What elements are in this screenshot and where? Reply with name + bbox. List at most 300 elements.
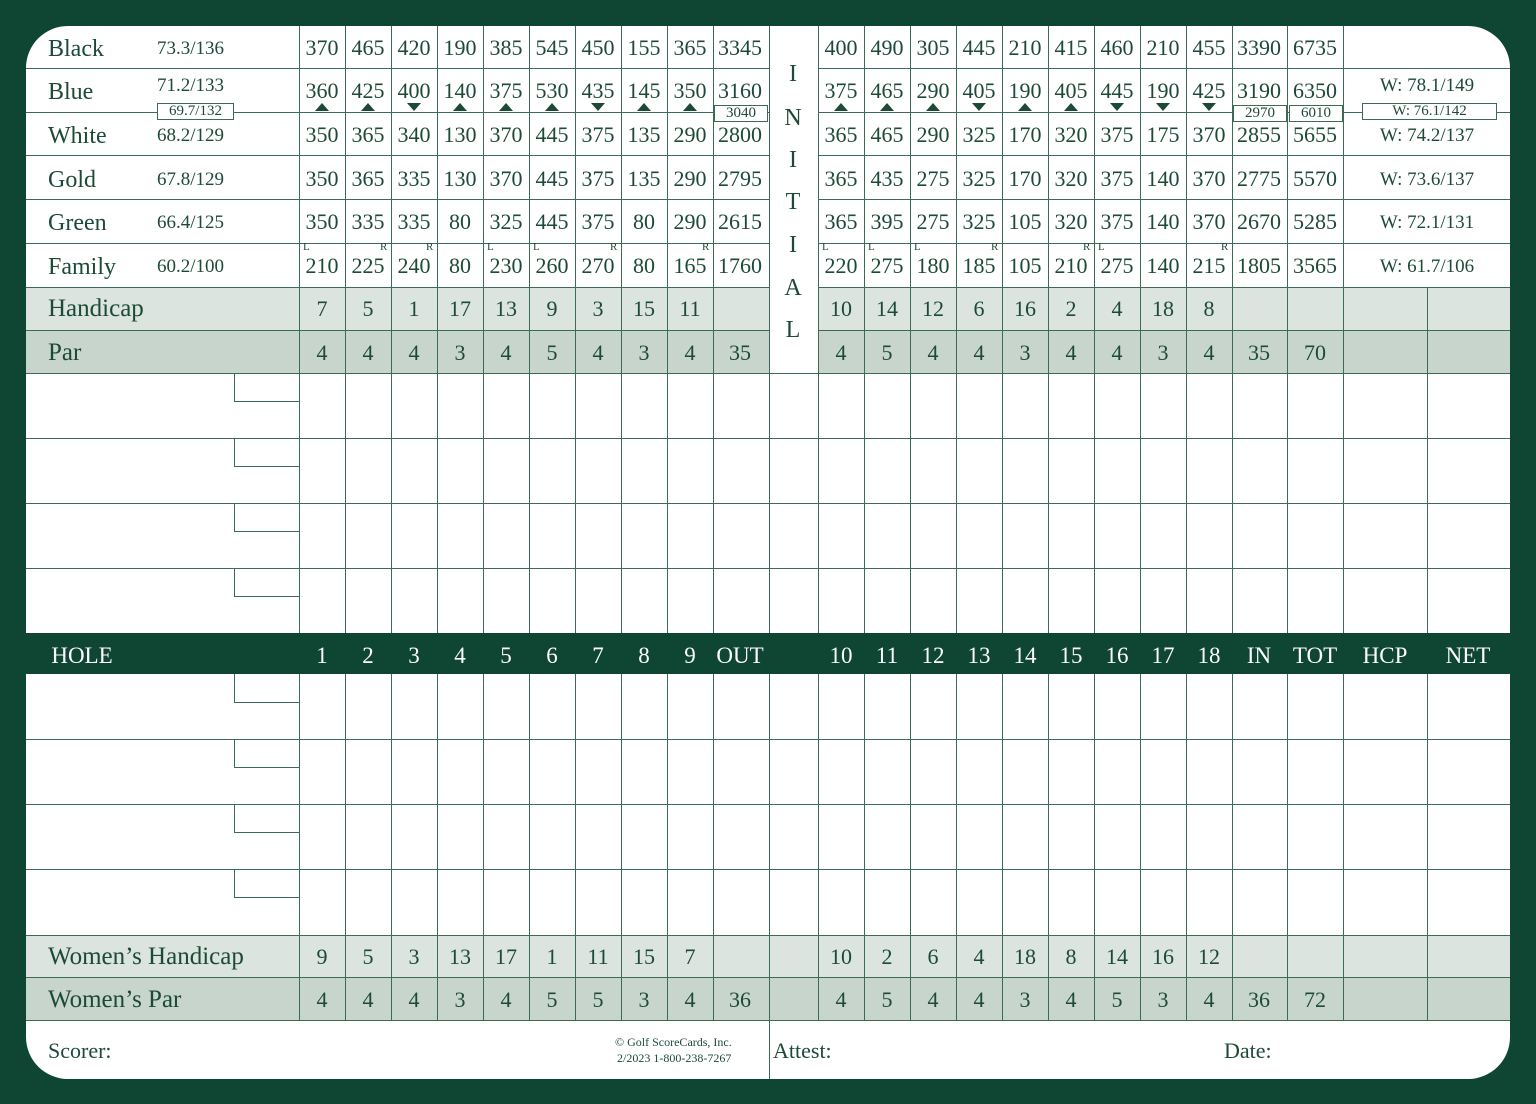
tee-up-marker-icon xyxy=(1064,103,1078,111)
scorecard xyxy=(26,26,1510,1079)
yardage-cell: 405 xyxy=(1054,78,1088,103)
yardage-cell: 395 xyxy=(870,209,904,234)
par-cell: 4 xyxy=(592,340,604,365)
combo-womens-box: W: 76.1/142 xyxy=(1362,103,1497,120)
yardage-cell: 165 xyxy=(673,253,707,278)
handicap-cell: 4 xyxy=(1111,296,1123,321)
yardage-cell: 130 xyxy=(443,122,477,147)
par-cell: 4 xyxy=(835,340,847,365)
par-cell: 3 xyxy=(454,340,466,365)
hole-number: 11 xyxy=(875,643,899,668)
womens_handicap-cell: 6 xyxy=(927,944,939,969)
yardage-cell: 290 xyxy=(673,209,707,234)
handicap-cell: 8 xyxy=(1203,296,1215,321)
handicap-cell: 14 xyxy=(876,296,898,321)
hole-number: 2 xyxy=(362,643,374,668)
date-field[interactable] xyxy=(1285,1022,1475,1076)
yardage-total: 6350 xyxy=(1293,78,1337,103)
tee-up-marker-icon xyxy=(361,103,375,111)
yardage-cell: 290 xyxy=(916,122,950,147)
yardage-cell: 460 xyxy=(1100,35,1134,60)
yardage-in-total: 2855 xyxy=(1237,122,1281,147)
par-cell: 4 xyxy=(316,340,328,365)
attest-field[interactable] xyxy=(845,1022,1215,1076)
tee-up-marker-icon xyxy=(315,103,329,111)
yardage-cell: 320 xyxy=(1054,122,1088,147)
tee-up-marker-icon xyxy=(1018,103,1032,111)
par-cell: 4 xyxy=(362,340,374,365)
score-entry-row[interactable] xyxy=(299,804,1510,869)
yardage-total: 5655 xyxy=(1293,122,1337,147)
initial-letter: I xyxy=(789,232,797,258)
tee-name-black: Black xyxy=(48,36,104,62)
hole-number: 8 xyxy=(638,643,650,668)
womens_par-cell: 4 xyxy=(927,987,939,1012)
womens_handicap-cell: 2 xyxy=(881,944,893,969)
womens_handicap-cell: 5 xyxy=(362,944,374,969)
combo-tot-box: 6010 xyxy=(1289,105,1343,122)
yardage-cell: 335 xyxy=(351,209,385,234)
handicap-cell: 16 xyxy=(1014,296,1036,321)
yardage-cell: 190 xyxy=(1008,78,1042,103)
womens_handicap-cell: 12 xyxy=(1198,944,1220,969)
par-cell: 3 xyxy=(1019,340,1031,365)
yardage-cell: 335 xyxy=(397,166,431,191)
par-label: Par xyxy=(48,339,82,366)
yardage-cell: 305 xyxy=(916,35,950,60)
family-tee-side-mark: R xyxy=(610,241,618,253)
par-cell: 4 xyxy=(1065,340,1077,365)
par-cell: 4 xyxy=(1203,340,1215,365)
womens_par-cell: 3 xyxy=(1019,987,1031,1012)
family-tee-side-mark: L xyxy=(303,241,310,253)
womens_par-cell: 4 xyxy=(1203,987,1215,1012)
womens_handicap-cell: 18 xyxy=(1014,944,1036,969)
par-cell: 4 xyxy=(973,340,985,365)
yardage-cell: 420 xyxy=(397,35,431,60)
initial-letter: N xyxy=(784,105,802,131)
par-cell: 3 xyxy=(1157,340,1169,365)
yardage-in-total: 3190 xyxy=(1237,78,1281,103)
yardage-cell: 545 xyxy=(535,35,569,60)
yardage-cell: 230 xyxy=(489,253,523,278)
initial-letter: T xyxy=(785,189,801,215)
womens_par-cell: 5 xyxy=(592,987,604,1012)
tee-up-marker-icon xyxy=(545,103,559,111)
yardage-cell: 320 xyxy=(1054,209,1088,234)
tee-up-marker-icon xyxy=(926,103,940,111)
yardage-cell: 210 xyxy=(305,253,339,278)
tee-up-marker-icon xyxy=(499,103,513,111)
player-name-box[interactable] xyxy=(234,568,300,597)
handicap-cell: 6 xyxy=(973,296,985,321)
yardage-cell: 400 xyxy=(824,35,858,60)
handicap-cell: 18 xyxy=(1152,296,1174,321)
womens_par-cell: 4 xyxy=(316,987,328,1012)
yardage-cell: 370 xyxy=(489,122,523,147)
yardage-cell: 405 xyxy=(962,78,996,103)
handicap-cell: 17 xyxy=(449,296,471,321)
tee-rating: 73.3/136 xyxy=(157,38,225,59)
score-entry-row[interactable] xyxy=(299,674,1510,739)
hole-net-label: NET xyxy=(1445,643,1491,668)
player-name-box[interactable] xyxy=(234,674,300,703)
yardage-cell: 190 xyxy=(443,35,477,60)
yardage-cell: 365 xyxy=(824,209,858,234)
handicap-cell: 9 xyxy=(546,296,558,321)
tee-down-marker-icon xyxy=(407,103,421,111)
score-entry-row[interactable] xyxy=(299,373,1510,438)
womens_handicap-cell: 9 xyxy=(316,944,328,969)
yardage-out-total: 2800 xyxy=(718,122,762,147)
score-entry-row[interactable] xyxy=(299,438,1510,503)
hole-number: 12 xyxy=(921,643,945,668)
yardage-cell: 80 xyxy=(449,209,471,234)
womens-rating: W: 73.6/137 xyxy=(1379,169,1475,190)
womens_par-cell: 4 xyxy=(408,987,420,1012)
yardage-cell: 180 xyxy=(916,253,950,278)
yardage-cell: 175 xyxy=(1146,122,1180,147)
par-cell: 5 xyxy=(881,340,893,365)
family-tee-side-mark: R xyxy=(1221,241,1229,253)
yardage-cell: 435 xyxy=(870,166,904,191)
par-tot: 70 xyxy=(1304,340,1326,365)
family-tee-side-mark: L xyxy=(822,241,829,253)
yardage-cell: 375 xyxy=(489,78,523,103)
yardage-cell: 260 xyxy=(535,253,569,278)
tee-name-green: Green xyxy=(48,210,107,236)
yardage-cell: 490 xyxy=(870,35,904,60)
yardage-cell: 135 xyxy=(627,166,661,191)
tee-down-marker-icon xyxy=(972,103,986,111)
womens_handicap-cell: 16 xyxy=(1152,944,1174,969)
womens_par-out: 36 xyxy=(729,987,751,1012)
womens_par-cell: 4 xyxy=(835,987,847,1012)
yardage-cell: 365 xyxy=(824,166,858,191)
womens_par-cell: 3 xyxy=(1157,987,1169,1012)
yardage-cell: 105 xyxy=(1008,253,1042,278)
yardage-cell: 400 xyxy=(397,78,431,103)
yardage-cell: 385 xyxy=(489,35,523,60)
womens_par-label: Women’s Par xyxy=(48,986,182,1013)
yardage-cell: 375 xyxy=(1100,166,1134,191)
player-name-box[interactable] xyxy=(234,438,300,467)
family-tee-side-mark: L xyxy=(487,241,494,253)
family-tee-side-mark: L xyxy=(914,241,921,253)
yardage-cell: 350 xyxy=(305,122,339,147)
hole-number: 13 xyxy=(967,643,991,668)
yardage-cell: 375 xyxy=(1100,209,1134,234)
yardage-cell: 325 xyxy=(962,209,996,234)
family-tee-side-mark: R xyxy=(1083,241,1091,253)
yardage-cell: 425 xyxy=(1192,78,1226,103)
tee-up-marker-icon xyxy=(880,103,894,111)
par-out: 35 xyxy=(729,340,751,365)
yardage-cell: 340 xyxy=(397,122,431,147)
tee-rating: 71.2/133 xyxy=(157,75,225,96)
par-cell: 4 xyxy=(500,340,512,365)
hole-number: 9 xyxy=(684,643,696,668)
womens_handicap-cell: 1 xyxy=(546,944,558,969)
yardage-cell: 275 xyxy=(916,209,950,234)
hole-number: 6 xyxy=(546,643,558,668)
hole-out-label: OUT xyxy=(716,643,764,668)
yardage-cell: 105 xyxy=(1008,209,1042,234)
grid-vline xyxy=(769,1020,770,1079)
copyright-text: © Golf ScoreCards, Inc. xyxy=(615,1035,732,1049)
yardage-cell: 370 xyxy=(1192,209,1226,234)
yardage-cell: 170 xyxy=(1008,122,1042,147)
yardage-cell: 445 xyxy=(535,166,569,191)
initial-letter: A xyxy=(784,275,802,301)
yardage-cell: 350 xyxy=(305,166,339,191)
family-tee-side-mark: R xyxy=(991,241,999,253)
yardage-cell: 445 xyxy=(535,209,569,234)
par-cell: 3 xyxy=(638,340,650,365)
womens_handicap-cell: 3 xyxy=(408,944,420,969)
yardage-cell: 455 xyxy=(1192,35,1226,60)
par-in: 35 xyxy=(1248,340,1270,365)
womens_par-cell: 4 xyxy=(500,987,512,1012)
family-tee-side-mark: L xyxy=(868,241,875,253)
hole-row-band xyxy=(26,633,1510,674)
tee-rating: 67.8/129 xyxy=(157,169,225,190)
yardage-cell: 155 xyxy=(627,35,661,60)
yardage-cell: 275 xyxy=(1100,253,1134,278)
womens_handicap-cell: 17 xyxy=(495,944,517,969)
combo-in-box: 2970 xyxy=(1233,105,1287,122)
womens_par-in: 36 xyxy=(1248,987,1270,1012)
yardage-cell: 170 xyxy=(1008,166,1042,191)
hole-in-label: IN xyxy=(1246,643,1272,668)
yardage-cell: 80 xyxy=(633,253,655,278)
par-cell: 5 xyxy=(546,340,558,365)
date-label: Date: xyxy=(1224,1038,1272,1063)
par-cell: 4 xyxy=(408,340,420,365)
tee-name-blue: Blue xyxy=(48,79,94,105)
yardage-cell: 445 xyxy=(1100,78,1134,103)
yardage-cell: 225 xyxy=(351,253,385,278)
attest-label: Attest: xyxy=(773,1038,832,1063)
tee-rating: 68.2/129 xyxy=(157,125,225,146)
yardage-out-total: 3345 xyxy=(718,35,762,60)
womens_par-cell: 3 xyxy=(638,987,650,1012)
yardage-cell: 365 xyxy=(351,122,385,147)
yardage-cell: 290 xyxy=(673,122,707,147)
womens_par-cell: 4 xyxy=(684,987,696,1012)
print-info-text: 2/2023 1-800-238-7267 xyxy=(617,1051,732,1065)
yardage-cell: 445 xyxy=(535,122,569,147)
yardage-total: 3565 xyxy=(1293,253,1337,278)
womens_par-cell: 4 xyxy=(1065,987,1077,1012)
yardage-cell: 290 xyxy=(673,166,707,191)
yardage-cell: 210 xyxy=(1008,35,1042,60)
yardage-cell: 80 xyxy=(449,253,471,278)
yardage-cell: 185 xyxy=(962,253,996,278)
initial-letter: L xyxy=(785,317,801,343)
yardage-total: 6735 xyxy=(1293,35,1337,60)
handicap-cell: 13 xyxy=(495,296,517,321)
yardage-cell: 140 xyxy=(1146,209,1180,234)
tee-down-marker-icon xyxy=(591,103,605,111)
womens_handicap-cell: 11 xyxy=(587,944,609,969)
yardage-in-total: 2775 xyxy=(1237,166,1281,191)
player-name-box[interactable] xyxy=(234,373,300,402)
yardage-out-total: 3160 xyxy=(718,78,762,103)
womens-rating: W: 74.2/137 xyxy=(1379,125,1475,146)
yardage-cell: 210 xyxy=(1146,35,1180,60)
yardage-cell: 130 xyxy=(443,166,477,191)
womens-rating: W: 72.1/131 xyxy=(1379,212,1475,233)
initial-letter: I xyxy=(789,147,797,173)
yardage-cell: 325 xyxy=(489,209,523,234)
yardage-cell: 360 xyxy=(305,78,339,103)
yardage-cell: 335 xyxy=(397,209,431,234)
yardage-cell: 220 xyxy=(824,253,858,278)
hole-number: 17 xyxy=(1151,643,1175,668)
par-cell: 4 xyxy=(1111,340,1123,365)
handicap-cell: 5 xyxy=(362,296,374,321)
player-name-box[interactable] xyxy=(234,869,300,898)
handicap-cell: 15 xyxy=(633,296,655,321)
yardage-cell: 465 xyxy=(870,78,904,103)
womens_handicap-cell: 8 xyxy=(1065,944,1077,969)
yardage-cell: 365 xyxy=(351,166,385,191)
hole-number: 14 xyxy=(1013,643,1037,668)
yardage-cell: 370 xyxy=(1192,166,1226,191)
par-cell: 4 xyxy=(927,340,939,365)
yardage-out-total: 2615 xyxy=(718,209,762,234)
handicap-cell: 3 xyxy=(592,296,604,321)
womens_handicap-cell: 4 xyxy=(973,944,985,969)
family-tee-side-mark: R xyxy=(426,241,434,253)
family-tee-side-mark: L xyxy=(533,241,540,253)
yardage-cell: 240 xyxy=(397,253,431,278)
yardage-cell: 190 xyxy=(1146,78,1180,103)
womens_par-cell: 5 xyxy=(1111,987,1123,1012)
womens_par-cell: 4 xyxy=(973,987,985,1012)
womens_handicap-cell: 7 xyxy=(684,944,696,969)
hole-number: 18 xyxy=(1197,643,1221,668)
handicap-cell: 11 xyxy=(679,296,701,321)
yardage-cell: 375 xyxy=(824,78,858,103)
womens_handicap-label: Women’s Handicap xyxy=(48,943,244,970)
yardage-cell: 290 xyxy=(916,78,950,103)
womens_handicap-cell: 13 xyxy=(449,944,471,969)
womens_par-cell: 3 xyxy=(454,987,466,1012)
womens-rating: W: 78.1/149 xyxy=(1379,75,1475,96)
tee-rating: 66.4/125 xyxy=(157,212,225,233)
hole-number: 16 xyxy=(1105,643,1129,668)
yardage-cell: 135 xyxy=(627,122,661,147)
handicap-cell: 1 xyxy=(408,296,420,321)
yardage-out-total: 1760 xyxy=(718,253,762,278)
yardage-cell: 370 xyxy=(305,35,339,60)
yardage-cell: 140 xyxy=(443,78,477,103)
par-cell: 4 xyxy=(684,340,696,365)
yardage-cell: 425 xyxy=(351,78,385,103)
yardage-total: 5570 xyxy=(1293,166,1337,191)
yardage-cell: 375 xyxy=(581,166,615,191)
tee-name-white: White xyxy=(48,123,107,149)
scorer-field[interactable] xyxy=(130,1022,600,1076)
handicap-cell: 10 xyxy=(830,296,852,321)
yardage-cell: 370 xyxy=(489,166,523,191)
family-tee-side-mark: L xyxy=(1098,241,1105,253)
tee-down-marker-icon xyxy=(1202,103,1216,111)
player-name-box[interactable] xyxy=(234,503,300,532)
player-name-box[interactable] xyxy=(234,804,300,833)
yardage-in-total: 1805 xyxy=(1237,253,1281,278)
hole-number: 4 xyxy=(454,643,466,668)
womens-rating: W: 61.7/106 xyxy=(1379,256,1475,277)
yardage-cell: 365 xyxy=(824,122,858,147)
womens_handicap-cell: 10 xyxy=(830,944,852,969)
yardage-cell: 215 xyxy=(1192,253,1226,278)
handicap-cell: 12 xyxy=(922,296,944,321)
yardage-cell: 275 xyxy=(870,253,904,278)
hole-number: 3 xyxy=(408,643,420,668)
yardage-in-total: 2670 xyxy=(1237,209,1281,234)
tee-up-marker-icon xyxy=(834,103,848,111)
yardage-cell: 450 xyxy=(581,35,615,60)
handicap-label: Handicap xyxy=(48,295,144,322)
hole-number: 1 xyxy=(316,643,328,668)
grid-hline xyxy=(26,1020,1510,1021)
tee-name-family: Family xyxy=(48,254,117,280)
hole-number: 7 xyxy=(592,643,604,668)
score-entry-row[interactable] xyxy=(299,568,1510,633)
yardage-total: 5285 xyxy=(1293,209,1337,234)
yardage-cell: 145 xyxy=(627,78,661,103)
handicap-cell: 2 xyxy=(1065,296,1077,321)
womens_par-cell: 5 xyxy=(881,987,893,1012)
womens_par-tot: 72 xyxy=(1304,987,1326,1012)
hole-number: 5 xyxy=(500,643,512,668)
hole-number: 10 xyxy=(829,643,853,668)
score-entry-row[interactable] xyxy=(299,869,1510,935)
yardage-cell: 435 xyxy=(581,78,615,103)
yardage-cell: 140 xyxy=(1146,253,1180,278)
hole-row-label: HOLE xyxy=(51,643,113,668)
yardage-cell: 415 xyxy=(1054,35,1088,60)
yardage-cell: 375 xyxy=(581,122,615,147)
score-entry-row[interactable] xyxy=(299,739,1510,804)
tee-down-marker-icon xyxy=(1156,103,1170,111)
family-tee-side-mark: R xyxy=(702,241,710,253)
yardage-cell: 445 xyxy=(962,35,996,60)
tee-up-marker-icon xyxy=(637,103,651,111)
initial-letter: I xyxy=(789,61,797,87)
yardage-cell: 325 xyxy=(962,166,996,191)
yardage-cell: 350 xyxy=(305,209,339,234)
yardage-cell: 375 xyxy=(1100,122,1134,147)
womens_par-cell: 5 xyxy=(546,987,558,1012)
yardage-cell: 275 xyxy=(916,166,950,191)
yardage-cell: 370 xyxy=(1192,122,1226,147)
yardage-out-total: 2795 xyxy=(718,166,762,191)
hole-number: 15 xyxy=(1059,643,1083,668)
yardage-cell: 140 xyxy=(1146,166,1180,191)
player-name-box[interactable] xyxy=(234,739,300,768)
yardage-cell: 465 xyxy=(351,35,385,60)
tee-rating: 60.2/100 xyxy=(157,256,225,277)
yardage-in-total: 3390 xyxy=(1237,35,1281,60)
womens_handicap-cell: 15 xyxy=(633,944,655,969)
womens_par-cell: 4 xyxy=(362,987,374,1012)
tee-up-marker-icon xyxy=(453,103,467,111)
score-entry-row[interactable] xyxy=(299,503,1510,568)
